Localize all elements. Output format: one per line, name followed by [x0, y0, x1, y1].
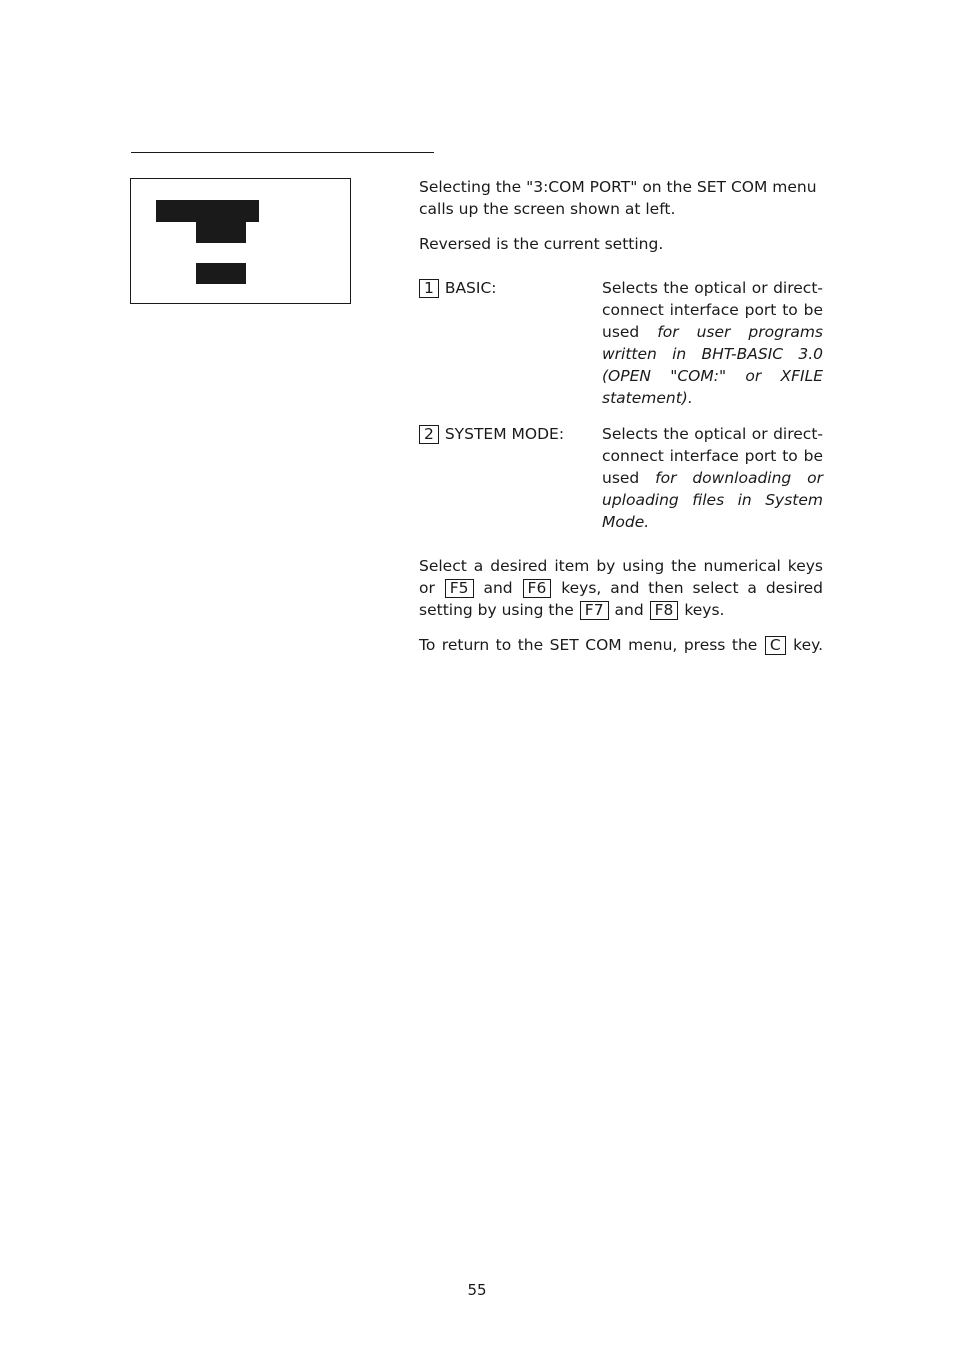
key-f8: F8: [650, 601, 679, 620]
item-basic-title: BASIC:: [444, 279, 497, 297]
intro-paragraph: [419, 176, 823, 220]
return-line: To return to the SET COM menu, press the C key.: [419, 636, 824, 654]
page-number: 55: [467, 1281, 487, 1299]
desc-line: connect interface port to be: [602, 301, 823, 319]
item-system-mode-label: [419, 423, 564, 445]
select-line-1: Select a desired item by using the numerical keys: [419, 557, 823, 575]
desc-line: used for downloading or: [602, 469, 823, 487]
desc-line: (OPEN "COM:" or XFILE: [602, 367, 823, 385]
desc-line: Selects the optical or direct-: [602, 279, 823, 297]
screen-illustration: [130, 178, 351, 304]
reversed-bar-bottom: [196, 263, 246, 284]
desc-line: written in BHT-BASIC 3.0: [602, 345, 823, 363]
key-f7: F7: [580, 601, 609, 620]
key-1: 1: [419, 279, 439, 298]
item-system-mode-description: [602, 423, 823, 533]
select-instructions: [419, 555, 823, 621]
desc-line: connect interface port to be: [602, 447, 823, 465]
reversed-bar-middle: [196, 222, 246, 243]
desc-line: statement).: [602, 389, 693, 407]
desc-line: Selects the optical or direct-: [602, 425, 823, 443]
reversed-bar-top: [156, 200, 259, 222]
reversed-note: Reversed is the current setting.: [419, 235, 664, 253]
key-c: C: [765, 636, 786, 655]
item-basic-description: [602, 277, 823, 409]
key-f5: F5: [445, 579, 474, 598]
desc-line: used for user programs: [602, 323, 823, 341]
select-line-2: or F5 and F6 keys, and then select a desired: [419, 579, 823, 597]
item-basic-label: [419, 277, 497, 299]
intro-line-1: Selecting the "3:COM PORT" on the SET COM menu: [419, 178, 817, 196]
intro-line-2: calls up the screen shown at left.: [419, 200, 676, 218]
return-instructions: [419, 634, 823, 656]
section-rule: [131, 152, 434, 153]
select-line-3: setting by using the F7 and F8 keys.: [419, 601, 725, 619]
item-system-mode-title: SYSTEM MODE:: [444, 425, 565, 443]
desc-line: Mode.: [602, 513, 650, 531]
key-2: 2: [419, 425, 439, 444]
desc-line: uploading files in System: [602, 491, 823, 509]
key-f6: F6: [523, 579, 552, 598]
